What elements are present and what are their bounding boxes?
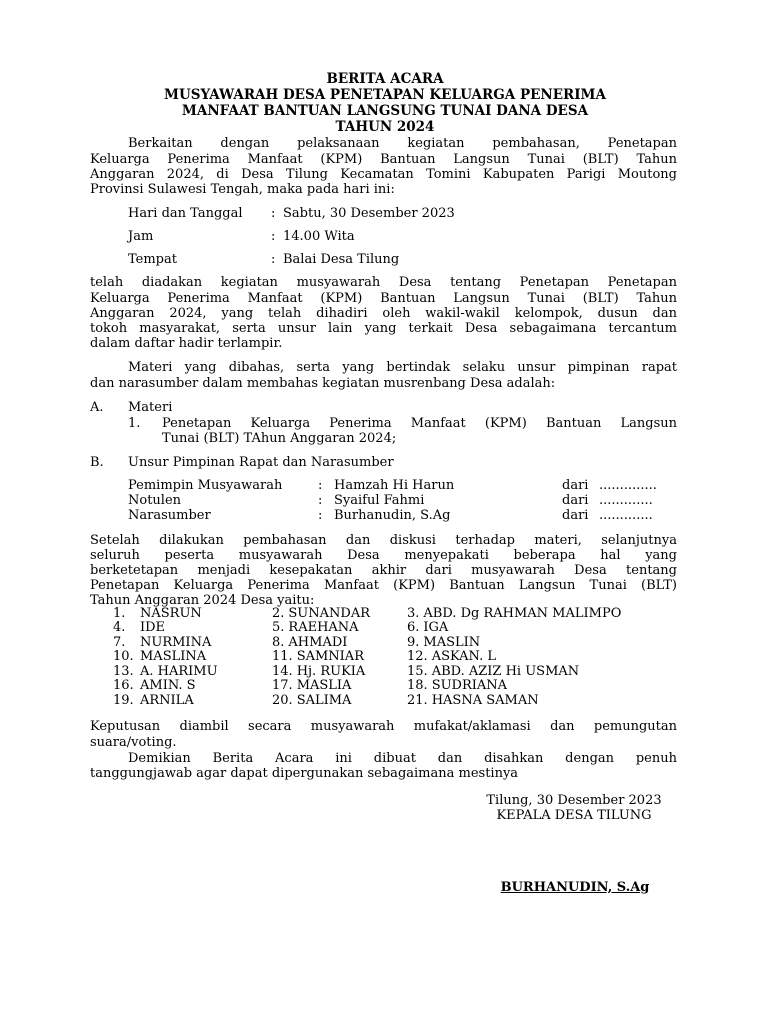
committee-name: Syaiful Fahmi xyxy=(334,492,425,508)
proceedings-line: dalam daftar hadir terlampir. xyxy=(90,336,283,352)
meeting-info-separator: : xyxy=(271,205,276,221)
recipient-name: IDE xyxy=(140,620,166,635)
recipient-number: 14. xyxy=(272,663,293,679)
agreement-line: seluruh peserta musyawarah Desa menyepakati beberapa hal yang xyxy=(90,547,677,563)
recipient-name: ASKAN. L xyxy=(431,649,496,664)
section-a-heading: Materi xyxy=(128,399,173,415)
committee-name: Burhanudin, S.Ag xyxy=(334,507,451,523)
intro-line: Keluarga Penerima Manfaat (KPM) Bantuan Langsun Tunai (BLT) Tahun xyxy=(90,151,677,167)
recipient-number: 2. xyxy=(272,605,285,621)
committee-role: Notulen xyxy=(128,492,182,508)
intro-line: Provinsi Sulawesi Tengah, maka pada hari ini: xyxy=(90,182,395,197)
list-item xyxy=(407,665,579,680)
recipient-list xyxy=(0,607,768,709)
recipient-name: NASRUN xyxy=(140,605,202,621)
agreement-line: berketetapan menjadi kesepakatan akhir dari musyawarah Desa tentang xyxy=(90,562,677,578)
agreement-line: Penetapan Keluarga Penerima Manfaat (KPM) Bantuan Langsun Tunai (BLT) xyxy=(90,577,677,593)
recipient-row xyxy=(0,621,768,636)
title-line: MUSYAWARAH DESA PENETAPAN KELUARGA PENERIMA xyxy=(164,87,606,103)
section-a-marker: A. xyxy=(90,399,104,415)
list-item xyxy=(407,694,539,709)
recipient-number: 19. xyxy=(113,692,134,708)
meeting-info-value: 14.00 Wita xyxy=(283,228,355,244)
list-item xyxy=(407,607,621,622)
title-line: MANFAAT BANTUAN LANGSUNG TUNAI DANA DESA xyxy=(181,103,589,119)
decision-line: suara/voting. xyxy=(90,734,177,750)
recipient-number: 4. xyxy=(113,620,126,635)
list-item xyxy=(113,694,194,709)
list-item xyxy=(113,636,211,651)
recipient-row xyxy=(0,636,768,651)
meeting-info-separator: : xyxy=(271,228,276,244)
recipient-name: RAEHANA xyxy=(288,620,359,635)
committee-role: Pemimpin Musyawarah xyxy=(128,477,283,493)
recipient-number: 9. xyxy=(407,634,420,650)
list-item xyxy=(272,694,351,709)
list-item xyxy=(407,650,496,665)
agenda-intro-paragraph xyxy=(90,360,677,390)
recipient-number: 20. xyxy=(272,692,293,708)
recipient-name: SAMNIAR xyxy=(296,649,364,664)
list-item xyxy=(113,621,165,636)
recipient-row xyxy=(0,679,768,694)
recipient-name: SUNANDAR xyxy=(288,605,371,621)
list-item xyxy=(272,607,370,622)
meeting-info-label: Hari dan Tanggal xyxy=(128,205,243,221)
section-a-item-line: Penetapan Keluarga Penerima Manfaat (KPM) Bantuan Langsun xyxy=(162,415,677,431)
list-item xyxy=(407,679,507,694)
list-item xyxy=(272,621,359,636)
recipient-name: ARNILA xyxy=(140,692,194,708)
signature-position: KEPALA DESA TILUNG xyxy=(496,807,652,823)
signature-block xyxy=(459,793,689,823)
proceedings-line: Anggaran 2024, yang telah dihadiri oleh wakil-wakil kelompok, dusun dan xyxy=(90,305,677,321)
recipient-name: Hj. RUKIA xyxy=(296,663,366,679)
list-item xyxy=(113,607,202,622)
recipient-name: AHMADI xyxy=(288,634,348,650)
agreement-paragraph xyxy=(90,533,677,608)
list-item xyxy=(272,679,351,694)
section-a-item-text xyxy=(162,416,677,446)
recipient-number: 5. xyxy=(272,620,285,635)
title-line: TAHUN 2024 xyxy=(335,119,435,135)
recipient-row xyxy=(0,694,768,709)
recipient-name: A. HARIMU xyxy=(140,663,218,679)
committee-from-label: dari xyxy=(562,477,589,493)
list-item xyxy=(272,636,347,651)
agreement-line: Tahun Anggaran 2024 Desa yaitu: xyxy=(90,592,315,608)
recipient-name: SALIMA xyxy=(296,692,352,708)
proceedings-line: tokoh masyarakat, serta unsur lain yang terkait Desa sebagaimana tercantum xyxy=(90,321,677,336)
committee-separator: : xyxy=(318,507,323,523)
recipient-name: NURMINA xyxy=(140,634,212,650)
document-title xyxy=(90,71,680,135)
section-a-item-number: 1. xyxy=(128,415,141,431)
recipient-row xyxy=(0,650,768,665)
closing-line: tanggungjawab agar dapat dipergunakan sebagaimana mestinya xyxy=(90,765,519,781)
agenda-intro-line: Materi yang dibahas, serta yang bertindak selaku unsur pimpinan rapat xyxy=(128,360,677,376)
agreement-line: Setelah dilakukan pembahasan dan diskusi terhadap materi, selanjutnya xyxy=(90,532,677,548)
signature-name: BURHANUDIN, S.Ag xyxy=(500,879,650,895)
intro-line: Anggaran 2024, di Desa Tilung Kecamatan Tomini Kabupaten Parigi Moutong xyxy=(90,166,677,182)
recipient-row xyxy=(0,665,768,680)
committee-from-label: dari xyxy=(562,492,589,508)
recipient-number: 10. xyxy=(113,649,134,664)
recipient-name: ABD. Dg RAHMAN MALIMPO xyxy=(423,605,622,621)
recipient-number: 7. xyxy=(113,634,126,650)
recipient-name: AMIN. S xyxy=(140,678,196,693)
committee-name: Hamzah Hi Harun xyxy=(334,477,455,493)
list-item xyxy=(272,650,364,665)
intro-line: Berkaitan dengan pelaksanaan kegiatan pembahasan, Penetapan xyxy=(128,136,677,152)
section-b-heading: Unsur Pimpinan Rapat dan Narasumber xyxy=(128,454,394,470)
recipient-number: 17. xyxy=(272,678,293,693)
recipient-name: IGA xyxy=(423,620,449,635)
proceedings-paragraph xyxy=(90,275,677,351)
meeting-info-separator: : xyxy=(271,251,276,267)
recipient-number: 8. xyxy=(272,634,285,650)
signature-place-date: Tilung, 30 Desember 2023 xyxy=(486,792,662,808)
committee-from-value: .............. xyxy=(599,477,657,493)
intro-paragraph xyxy=(90,136,677,197)
recipient-number: 6. xyxy=(407,620,420,635)
recipient-number: 18. xyxy=(407,678,428,693)
recipient-name: HASNA SAMAN xyxy=(431,692,539,708)
recipient-name: MASLIN xyxy=(423,634,481,650)
recipient-number: 16. xyxy=(113,678,134,693)
section-b-marker: B. xyxy=(90,454,104,470)
recipient-row xyxy=(0,607,768,622)
list-item xyxy=(113,650,206,665)
recipient-number: 1. xyxy=(113,605,126,621)
committee-from-value: ............. xyxy=(599,492,653,508)
recipient-name: MASLINA xyxy=(140,649,207,664)
recipient-name: ABD. AZIZ Hi USMAN xyxy=(431,663,580,679)
list-item xyxy=(113,679,196,694)
closing-paragraph xyxy=(90,751,677,781)
list-item xyxy=(407,636,480,651)
recipient-number: 15. xyxy=(407,663,428,679)
committee-from-label: dari xyxy=(562,507,589,523)
proceedings-line: telah diadakan kegiatan musyawarah Desa tentang Penetapan Penetapan xyxy=(90,275,677,291)
recipient-number: 12. xyxy=(407,649,428,664)
agenda-intro-line: dan narasumber dalam membahas kegiatan musrenbang Desa adalah: xyxy=(90,375,556,391)
meeting-info-label: Jam xyxy=(128,228,154,244)
signature-name-block xyxy=(460,880,690,895)
section-a-item-line: Tunai (BLT) TAhun Anggaran 2024; xyxy=(162,430,397,446)
committee-separator: : xyxy=(318,477,323,493)
decision-paragraph xyxy=(90,719,677,749)
recipient-number: 21. xyxy=(407,692,428,708)
meeting-info-label: Tempat xyxy=(128,251,177,267)
proceedings-line: Keluarga Penerima Manfaat (KPM) Bantuan Langsun Tunai (BLT) Tahun xyxy=(90,290,677,306)
committee-role: Narasumber xyxy=(128,507,211,523)
meeting-info-value: Sabtu, 30 Desember 2023 xyxy=(283,205,455,221)
committee-from-value: ............. xyxy=(599,507,653,523)
title-line: BERITA ACARA xyxy=(326,71,444,87)
recipient-name: MASLIA xyxy=(296,678,352,693)
decision-line: Keputusan diambil secara musyawarah mufakat/aklamasi dan pemungutan xyxy=(90,719,677,735)
recipient-number: 11. xyxy=(272,649,293,664)
closing-line: Demikian Berita Acara ini dibuat dan disahkan dengan penuh xyxy=(128,750,677,766)
recipient-number: 3. xyxy=(407,605,420,621)
recipient-name: SUDRIANA xyxy=(431,678,508,693)
list-item xyxy=(407,621,448,636)
meeting-info-value: Balai Desa Tilung xyxy=(283,251,400,267)
list-item xyxy=(272,665,365,680)
recipient-number: 13. xyxy=(113,663,134,679)
committee-separator: : xyxy=(318,492,323,508)
list-item xyxy=(113,665,218,680)
